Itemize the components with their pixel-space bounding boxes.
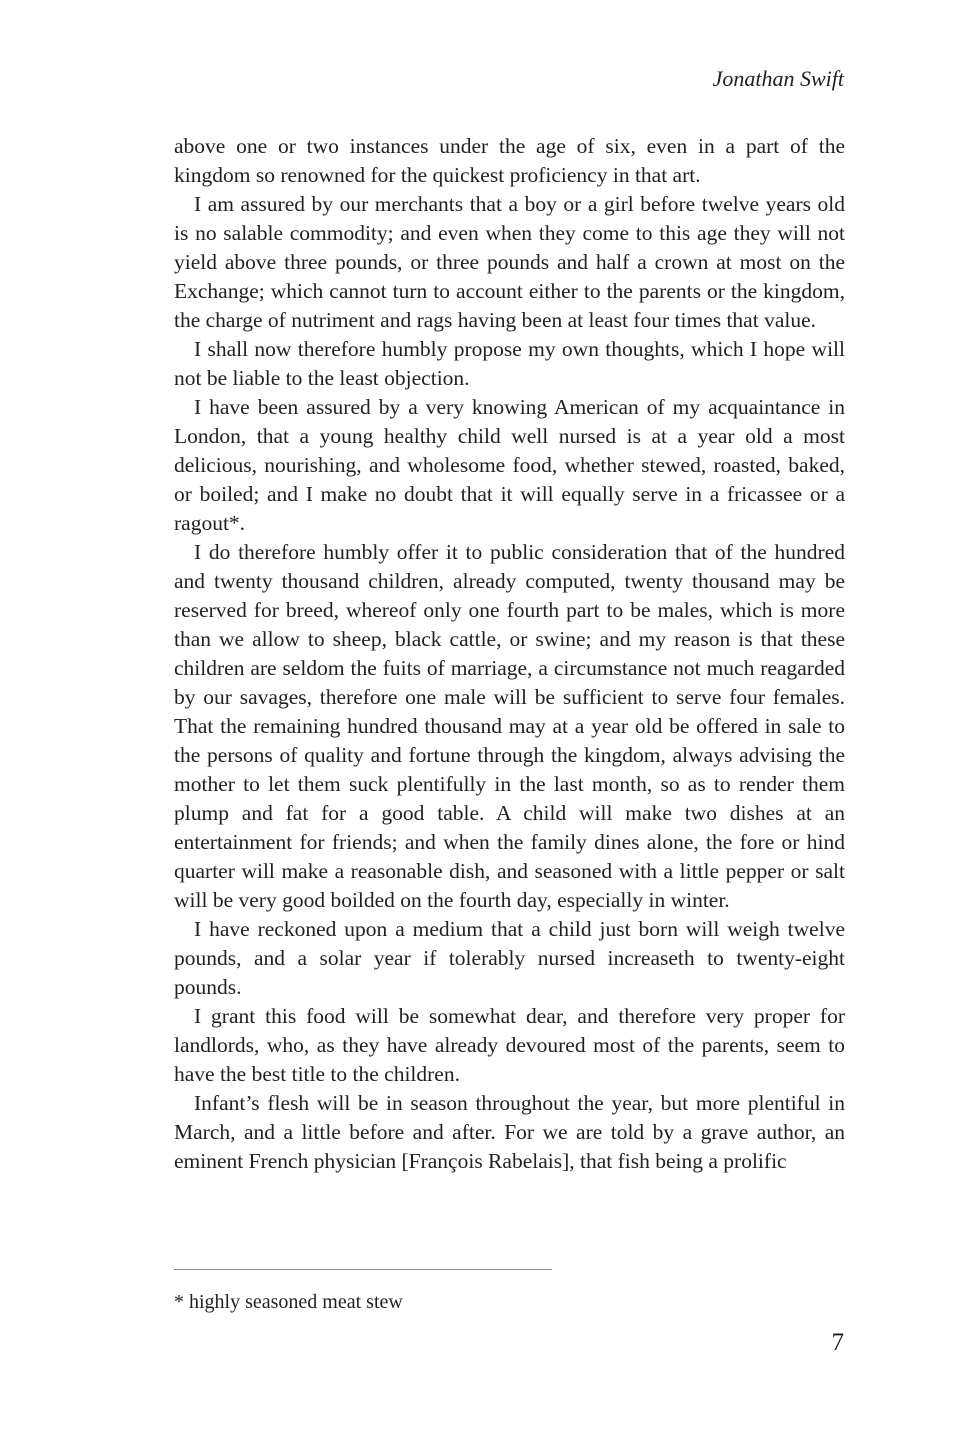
paragraph-continued: above one or two instances under the age of six, even in a part of the kingdom so renowned for the quickest proficiency in that art.	[174, 134, 845, 187]
page-number: 7	[831, 1329, 844, 1356]
footnote-divider	[174, 1269, 552, 1270]
paragraph-merchants: I am assured by our merchants that a boy or a girl before twelve years old is no salable commodity; and even when they come to this age they will not yield above three pounds, or three pounds and half a crown at most on the Exchange; which cannot turn to account either to the parents or the kingdom, the charge of nutriment and rags having been at least four times that value.	[174, 192, 845, 332]
body-text	[174, 132, 845, 1176]
paragraph-landlords: I grant this food will be somewhat dear, and therefore very proper for landlords, who, as they have already devoured most of the parents, seem to have the best title to the children.	[174, 1004, 845, 1086]
paragraph-american: I have been assured by a very knowing American of my acquaintance in London, that a young healthy child well nursed is at a year old a most delicious, nourishing, and wholesome food, whether stewed, roasted, baked, or boiled; and I make no doubt that it will equally serve in a fricassee or a ragout*.	[174, 395, 845, 535]
paragraph-medium: I have reckoned upon a medium that a child just born will weigh twelve pounds, and a solar year if tolerably nursed increaseth to twenty-eight pounds.	[174, 917, 845, 999]
running-head: Jonathan Swift	[712, 66, 844, 91]
paragraph-public-consideration: I do therefore humbly offer it to public consideration that of the hundred and twenty thousand children, already computed, twenty thousand may be reserved for breed, whereof only one fourth part to be males, which is more than we allow to sheep, black cattle, or swine; and my reason is that these children are seldom the fuits of marriage, a circumstance not much reagarded by our savages, therefore one male will be sufficient to serve four females. That the remaining hundred thousand may at a year old be offered in sale to the persons of quality and fortune through the kingdom, always advising the mother to let them suck plentifully in the last month, so as to render them plump and fat for a good table. A child will make two dishes at an entertainment for friends; and when the family dines alone, the fore or hind quarter will make a reasonable dish, and seasoned with a little pepper or salt will be very good boilded on the fourth day, especially in winter.	[174, 540, 845, 912]
footnote: * highly seasoned meat stew	[174, 1291, 403, 1313]
paragraph-propose: I shall now therefore humbly propose my own thoughts, which I hope will not be liable to the least objection.	[174, 337, 845, 390]
paragraph-infants-flesh: Infant’s flesh will be in season throughout the year, but more plentiful in March, and a little before and after. For we are told by a grave author, an eminent French physician [François Rabelais], that fish being a prolific	[174, 1091, 845, 1173]
